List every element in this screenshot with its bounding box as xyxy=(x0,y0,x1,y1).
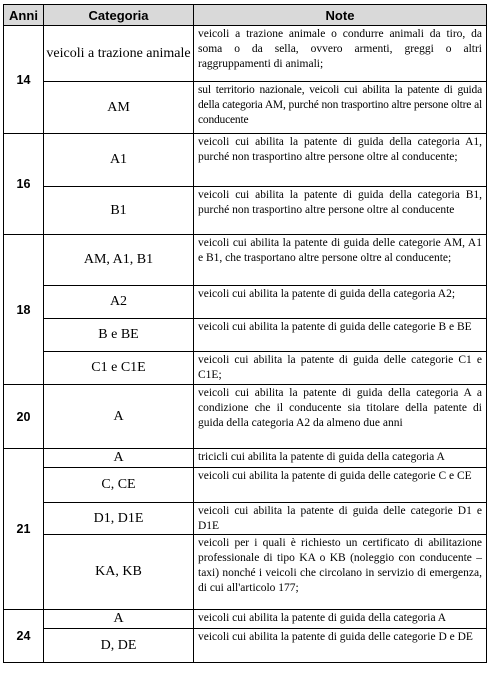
note-cell: veicoli cui abilita la patente di guida della categoria A2; xyxy=(194,286,487,319)
header-row xyxy=(4,5,487,26)
category-cell: D, DE xyxy=(44,629,194,663)
table-row xyxy=(4,629,487,663)
category-cell: veicoli a trazione animale xyxy=(44,26,194,82)
table-row xyxy=(4,468,487,503)
note-cell: veicoli cui abilita la patente di guida della categoria B1, purché non trasportino altre persone oltre al conducente xyxy=(194,187,487,235)
note-cell: tricicli cui abilita la patente di guida della categoria A xyxy=(194,449,487,468)
category-cell: D1, D1E xyxy=(44,503,194,535)
table-row xyxy=(4,610,487,629)
table-row xyxy=(4,286,487,319)
category-cell: A2 xyxy=(44,286,194,319)
note-cell: veicoli cui abilita la patente di guida delle categorie B e BE xyxy=(194,319,487,352)
category-cell: C, CE xyxy=(44,468,194,503)
age-cell: 14 xyxy=(4,26,44,134)
note-cell: veicoli per i quali è richiesto un certificato di abilitazione professionale di tipo KA o KB (noleggio con conducente – taxi) nonché i veicoli che circolano in servizio di emergenza, di cui all'articolo 177; xyxy=(194,535,487,610)
category-cell: A xyxy=(44,385,194,449)
category-cell: A xyxy=(44,449,194,468)
category-cell: KA, KB xyxy=(44,535,194,610)
table-row xyxy=(4,235,487,286)
table-row xyxy=(4,385,487,449)
note-cell: sul territorio nazionale, veicoli cui abilita la patente di guida della categoria AM, purché non trasportino altre persone oltre al conducente xyxy=(194,82,487,134)
table-row xyxy=(4,187,487,235)
table-row xyxy=(4,26,487,82)
age-cell: 24 xyxy=(4,610,44,663)
age-cell: 18 xyxy=(4,235,44,385)
table-row xyxy=(4,319,487,352)
age-cell: 20 xyxy=(4,385,44,449)
category-cell: AM xyxy=(44,82,194,134)
note-cell: veicoli cui abilita la patente di guida della categoria A a condizione che il conducente sia titolare della patente di guida della categoria A2 da almeno due anni xyxy=(194,385,487,449)
table-row xyxy=(4,134,487,187)
note-cell: veicoli cui abilita la patente di guida delle categorie C e CE xyxy=(194,468,487,503)
age-cell: 16 xyxy=(4,134,44,235)
category-cell: AM, A1, B1 xyxy=(44,235,194,286)
category-cell: A1 xyxy=(44,134,194,187)
category-cell: A xyxy=(44,610,194,629)
age-cell: 21 xyxy=(4,449,44,610)
note-cell: veicoli cui abilita la patente di guida delle categorie D e DE xyxy=(194,629,487,663)
table-row xyxy=(4,352,487,385)
table-row xyxy=(4,503,487,535)
note-cell: veicoli cui abilita la patente di guida della categoria A xyxy=(194,610,487,629)
note-cell: veicoli cui abilita la patente di guida della categoria A1, purché non trasportino altre persone oltre al conducente; xyxy=(194,134,487,187)
note-cell: veicoli cui abilita la patente di guida delle categorie AM, A1 e B1, che trasportano altre persone oltre al conducente; xyxy=(194,235,487,286)
header-anni: Anni xyxy=(4,5,44,26)
header-note: Note xyxy=(194,5,487,26)
table-row xyxy=(4,82,487,134)
category-cell: B e BE xyxy=(44,319,194,352)
licence-age-table xyxy=(3,4,487,663)
note-cell: veicoli cui abilita la patente di guida delle categorie C1 e C1E; xyxy=(194,352,487,385)
note-cell: veicoli cui abilita la patente di guida delle categorie D1 e D1E xyxy=(194,503,487,535)
table-row xyxy=(4,449,487,468)
category-cell: C1 e C1E xyxy=(44,352,194,385)
header-categoria: Categoria xyxy=(44,5,194,26)
note-cell: veicoli a trazione animale o condurre animali da tiro, da soma o da sella, ovvero armenti, greggi o altri raggruppamenti di animali; xyxy=(194,26,487,82)
category-cell: B1 xyxy=(44,187,194,235)
table-row xyxy=(4,535,487,610)
